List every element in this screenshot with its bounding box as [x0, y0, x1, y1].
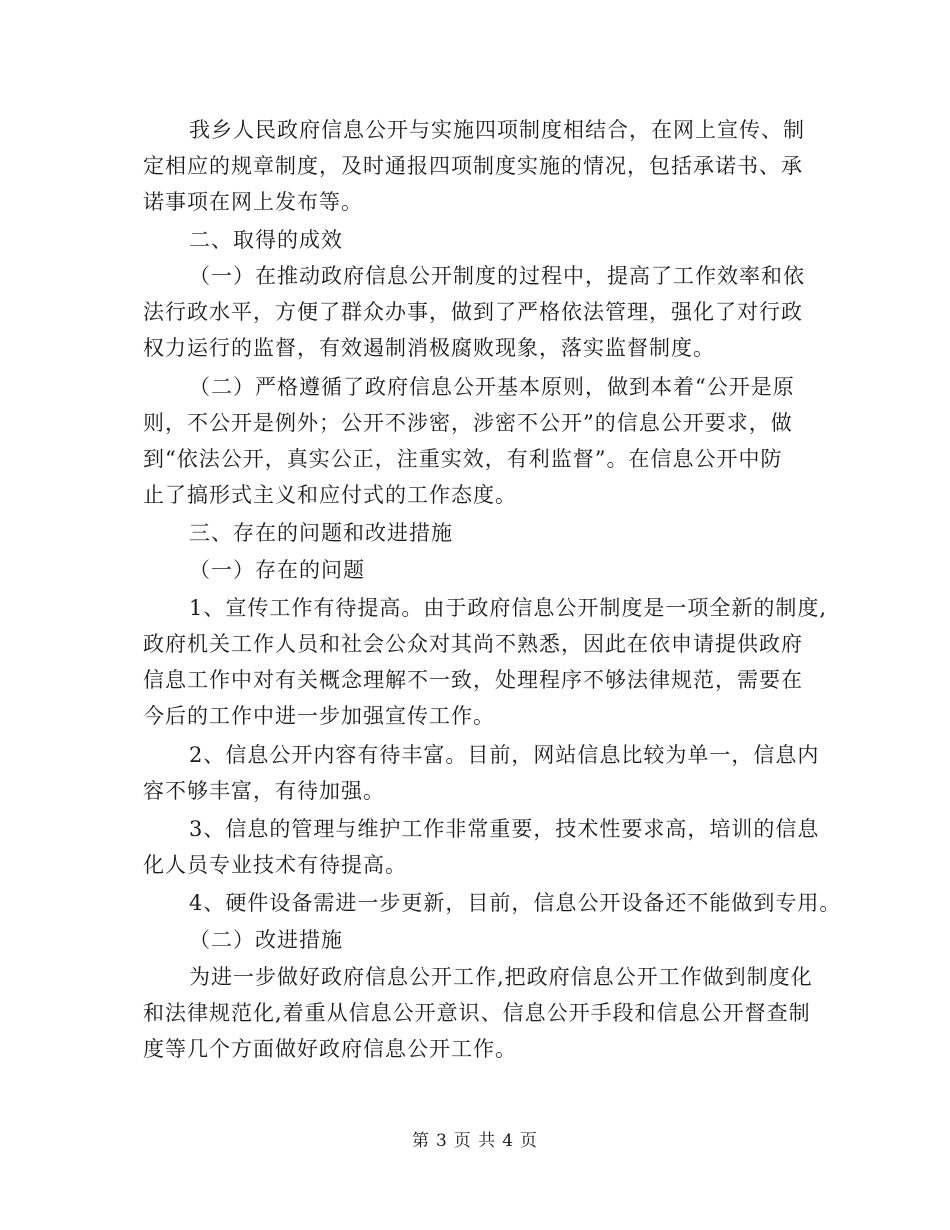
- paragraph-line: 信息工作中对有关概念理解不一致，处理程序不够法律规范，需要在: [143, 668, 803, 692]
- paragraph-line: 1、宣传工作有待提高。由于政府信息公开制度是一项全新的制度,: [189, 596, 828, 620]
- page-footer: [0, 1126, 950, 1151]
- paragraph-line: 法行政水平，方便了群众办事，做到了严格依法管理，强化了对行政: [143, 300, 803, 324]
- paragraph-line: 3、信息的管理与维护工作非常重要，技术性要求高，培训的信息: [189, 817, 820, 841]
- paragraph-line: 到“依法公开，真实公正，注重实效，有利监督”。在信息公开中防: [143, 447, 783, 471]
- paragraph-line: 4、硬件设备需进一步更新，目前，信息公开设备还不能做到专用。: [189, 891, 842, 915]
- subsection-heading: （一）存在的问题: [189, 558, 365, 582]
- section-heading: 二、取得的成效: [189, 228, 343, 252]
- paragraph-line: 为进一步做好政府信息公开工作,把政府信息公开工作做到制度化: [189, 965, 813, 989]
- paragraph-line: 权力运行的监督，有效遏制消极腐败现象，落实监督制度。: [143, 336, 715, 360]
- paragraph-line: （一）在推动政府信息公开制度的过程中，提高了工作效率和依: [189, 264, 805, 288]
- paragraph-line: 和法律规范化,着重从信息公开意识、信息公开手段和信息公开督查制: [143, 1001, 811, 1025]
- total-pages-number: 4: [502, 1131, 515, 1151]
- paragraph-line: 定相应的规章制度，及时通报四项制度实施的情况，包括承诺书、承: [143, 154, 803, 178]
- paragraph-line: 止了搞形式主义和应付式的工作态度。: [143, 483, 517, 507]
- paragraph-line: 度等几个方面做好政府信息公开工作。: [143, 1037, 517, 1061]
- footer-middle: 页 共: [453, 1131, 497, 1151]
- paragraph-line: 我乡人民政府信息公开与实施四项制度相结合，在网上宣传、制: [189, 118, 805, 142]
- paragraph-line: 则，不公开是例外；公开不涉密，涉密不公开”的信息公开要求，做: [143, 411, 793, 435]
- paragraph-line: 政府机关工作人员和社会公众对其尚不熟悉，因此在依申请提供政府: [143, 632, 803, 656]
- section-heading: 三、存在的问题和改进措施: [189, 521, 453, 545]
- subsection-heading: （二）改进措施: [189, 928, 343, 952]
- paragraph-line: （二）严格遵循了政府信息公开基本原则，做到本着“公开是原: [189, 375, 795, 399]
- paragraph-line: 容不够丰富，有待加强。: [143, 779, 385, 803]
- paragraph-line: 化人员专业技术有待提高。: [143, 853, 407, 877]
- paragraph-line: 诺事项在网上发布等。: [143, 190, 363, 214]
- paragraph-line: 2、信息公开内容有待丰富。目前，网站信息比较为单一，信息内: [189, 743, 820, 767]
- paragraph-line: 今后的工作中进一步加强宣传工作。: [143, 704, 495, 728]
- current-page-number: 3: [435, 1131, 448, 1151]
- footer-prefix: 第: [411, 1131, 430, 1151]
- footer-suffix: 页: [520, 1131, 539, 1151]
